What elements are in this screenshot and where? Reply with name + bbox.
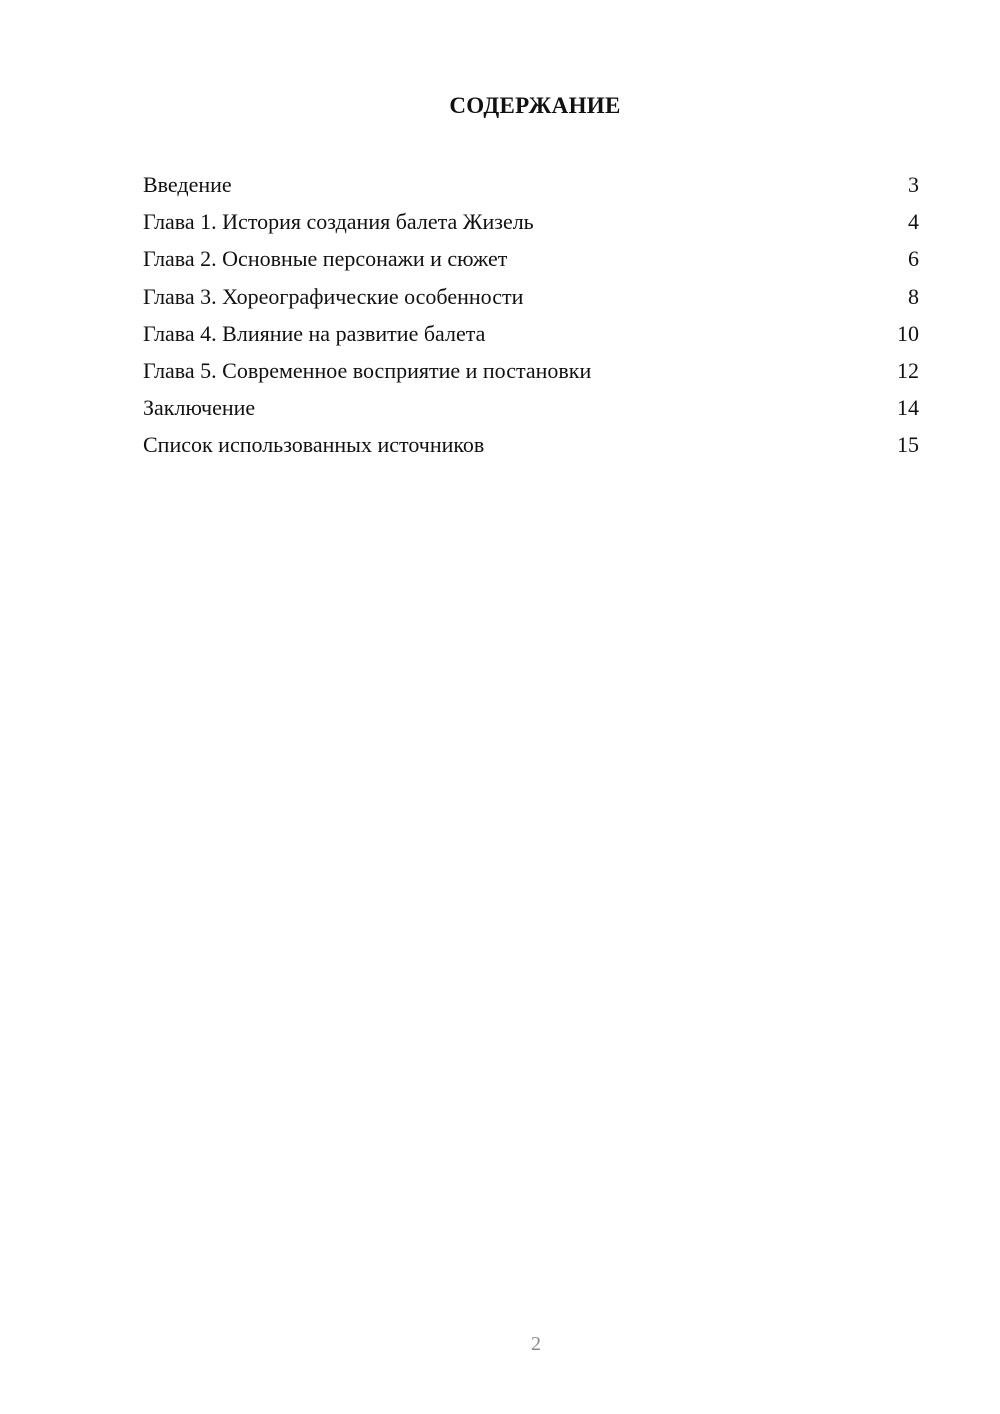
toc-entry-references (143, 428, 919, 465)
toc-entry-chapter-4 (143, 317, 919, 354)
toc-entry-label: Глава 1. История создания балета Жизель (143, 209, 534, 235)
toc-entry-page: 3 (908, 172, 919, 197)
toc-entry-label: Введение (143, 172, 232, 197)
toc-entry-label: Глава 4. Влияние на развитие балета (143, 320, 486, 346)
toc-entry-chapter-3 (143, 280, 919, 317)
toc-entry-conclusion (143, 391, 919, 428)
toc-entry-page: 4 (908, 209, 919, 235)
toc-entry-label: Список использованных источников (143, 432, 485, 458)
toc-entry-page: 8 (908, 283, 919, 309)
toc-entry-page: 12 (897, 357, 919, 383)
toc-entry-label: Глава 2. Основные персонажи и сюжет (143, 246, 508, 272)
toc-entry-label: Заключение (143, 395, 256, 421)
toc-entry-page: 10 (897, 320, 919, 346)
toc-title: СОДЕРЖАНИЕ (449, 93, 621, 118)
toc-entry-introduction (143, 168, 919, 205)
toc-entry-label: Глава 5. Современное восприятие и постановки (143, 357, 592, 383)
toc-entry-chapter-5 (143, 354, 919, 391)
toc-entry-label: Глава 3. Хореографические особенности (143, 283, 524, 309)
toc-entry-page: 14 (897, 395, 919, 421)
toc-entry-chapter-1 (143, 205, 919, 242)
toc-entry-page: 6 (908, 246, 919, 272)
toc-list (143, 168, 919, 466)
page-number: 2 (531, 1333, 541, 1355)
toc-entry-page: 15 (897, 432, 919, 458)
toc-entry-chapter-2 (143, 242, 919, 279)
